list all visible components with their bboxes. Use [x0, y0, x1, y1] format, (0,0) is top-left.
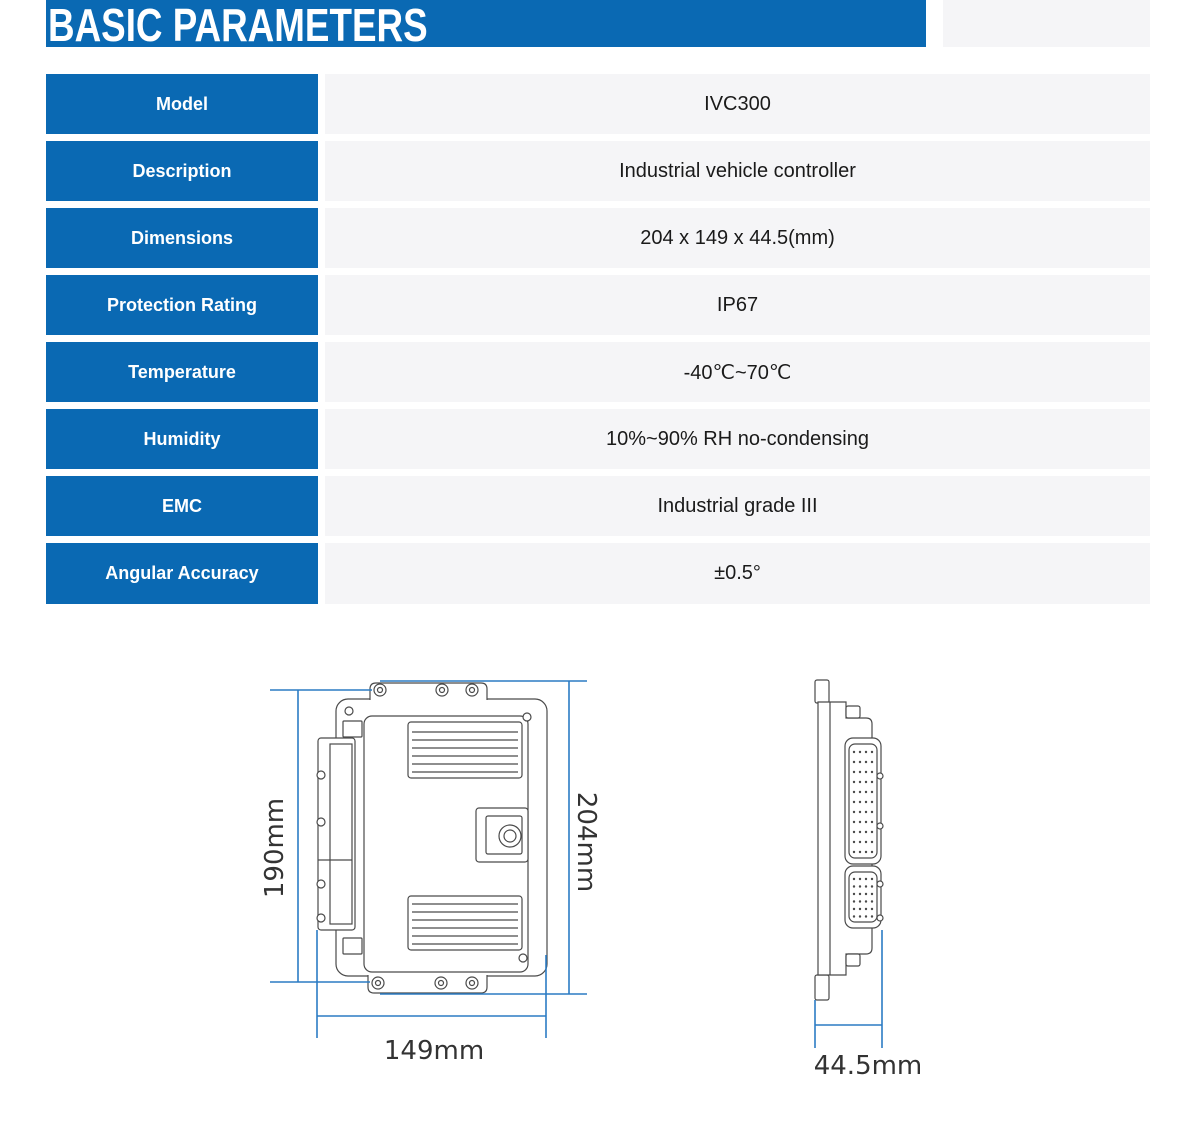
- connector-pin: [853, 908, 855, 910]
- flange-boss: [317, 880, 325, 888]
- connector-pin: [871, 791, 873, 793]
- param-value-protection-rating: IP67: [325, 275, 1150, 335]
- connector-pin: [865, 801, 867, 803]
- connector-pin: [859, 878, 861, 880]
- param-value-model: IVC300: [325, 74, 1150, 134]
- param-label-dimensions: Dimensions: [46, 208, 318, 268]
- connector-pin: [853, 801, 855, 803]
- connector-pin: [853, 831, 855, 833]
- param-row-angular-accuracy: [46, 543, 1150, 604]
- header-side-panel: [943, 0, 1150, 47]
- connector-pin: [859, 771, 861, 773]
- corner-marker: [343, 721, 362, 737]
- connector-flange: [317, 738, 355, 930]
- connector-pin: [871, 831, 873, 833]
- connector-pin: [871, 751, 873, 753]
- connector-pin: [859, 841, 861, 843]
- connector-pin: [865, 771, 867, 773]
- param-row-emc: [46, 476, 1150, 536]
- connector-pin: [865, 851, 867, 853]
- corner-marker: [345, 707, 353, 715]
- connector-shell: [845, 738, 881, 864]
- dimension-label-thickness: 44.5mm: [813, 1051, 923, 1081]
- connector-pin: [859, 761, 861, 763]
- side-tab: [846, 954, 860, 966]
- param-value-angular-accuracy: ±0.5°: [325, 543, 1150, 604]
- connector-pin: [871, 771, 873, 773]
- side-top-ear: [815, 680, 829, 703]
- flange-body: [318, 738, 355, 930]
- aux-connector: [845, 866, 881, 928]
- connector-pin: [871, 821, 873, 823]
- connector-pin: [853, 791, 855, 793]
- dimension-label-overall-height: 204mm: [571, 791, 601, 893]
- connector-pin: [871, 841, 873, 843]
- connector-pin: [859, 791, 861, 793]
- connector-pin: [865, 821, 867, 823]
- mounting-hole-inner: [470, 981, 475, 986]
- connector-pin: [865, 781, 867, 783]
- flange-boss: [317, 771, 325, 779]
- mounting-hole-inner: [470, 688, 475, 693]
- connector-shell: [845, 866, 881, 928]
- param-row-model: [46, 74, 1150, 134]
- parameters-table: [46, 74, 1150, 604]
- connector-pin: [853, 878, 855, 880]
- connector-pin: [871, 885, 873, 887]
- latch-boss: [877, 915, 883, 921]
- connector-pin: [853, 851, 855, 853]
- connector-pin: [865, 811, 867, 813]
- param-row-protection-rating: [46, 275, 1150, 335]
- connector-pin: [871, 811, 873, 813]
- connector-pin: [859, 751, 861, 753]
- connector-pin: [871, 893, 873, 895]
- connector-pin: [865, 893, 867, 895]
- connector-pin: [859, 801, 861, 803]
- connector-pin: [871, 878, 873, 880]
- side-tab: [846, 706, 860, 718]
- side-bottom-ear: [815, 975, 829, 1000]
- latch-boss: [877, 881, 883, 887]
- param-value-humidity: 10%~90% RH no-condensing: [325, 409, 1150, 469]
- param-value-temperature: -40℃~70℃: [325, 342, 1150, 402]
- connector-pin: [853, 751, 855, 753]
- connector-pin: [871, 908, 873, 910]
- connector-pin: [859, 915, 861, 917]
- connector-pin: [871, 761, 873, 763]
- connector-pin: [865, 885, 867, 887]
- connector-pin: [853, 885, 855, 887]
- param-value-emc: Industrial grade III: [325, 476, 1150, 536]
- corner-marker: [523, 713, 531, 721]
- connector-pin: [853, 821, 855, 823]
- connector-pin: [871, 781, 873, 783]
- connector-pin: [853, 915, 855, 917]
- connector-pin: [859, 811, 861, 813]
- connector-pin: [859, 851, 861, 853]
- param-value-description: Industrial vehicle controller: [325, 141, 1150, 201]
- connector-pin: [865, 791, 867, 793]
- mounting-hole-inner: [376, 981, 381, 986]
- connector-pin: [859, 781, 861, 783]
- front-view: [317, 683, 547, 993]
- connector-pin: [859, 893, 861, 895]
- connector-pin: [865, 831, 867, 833]
- connector-pin: [853, 781, 855, 783]
- latch-boss: [877, 773, 883, 779]
- connector-pin: [859, 908, 861, 910]
- connector-pin: [865, 751, 867, 753]
- connector-pin: [853, 811, 855, 813]
- connector-pin: [871, 900, 873, 902]
- param-label-humidity: Humidity: [46, 409, 318, 469]
- connector-pin: [865, 908, 867, 910]
- connector-pin: [853, 841, 855, 843]
- param-label-protection-rating: Protection Rating: [46, 275, 318, 335]
- section-title: BASIC PARAMETERS: [48, 0, 428, 47]
- connector-pin: [859, 821, 861, 823]
- latch-boss: [877, 823, 883, 829]
- corner-marker: [519, 954, 527, 962]
- connector-pin: [871, 851, 873, 853]
- mounting-hole-inner: [440, 688, 445, 693]
- param-value-dimensions: 204 x 149 x 44.5(mm): [325, 208, 1150, 268]
- connector-pin: [865, 915, 867, 917]
- connector-pin: [865, 761, 867, 763]
- connector-pin: [853, 761, 855, 763]
- connector-pin: [859, 885, 861, 887]
- connector-pin: [865, 841, 867, 843]
- mounting-hole-inner: [378, 688, 383, 693]
- param-label-angular-accuracy: Angular Accuracy: [46, 543, 318, 604]
- mounting-hole-inner: [439, 981, 444, 986]
- side-view: [815, 680, 883, 1000]
- connector-pin: [853, 893, 855, 895]
- connector-pin: [853, 900, 855, 902]
- param-row-dimensions: [46, 208, 1150, 268]
- connector-pin: [865, 878, 867, 880]
- connector-pin: [853, 771, 855, 773]
- corner-marker: [343, 938, 362, 954]
- flange-boss: [317, 818, 325, 826]
- flange-boss: [317, 914, 325, 922]
- param-row-description: [46, 141, 1150, 201]
- param-label-model: Model: [46, 74, 318, 134]
- connector-pin: [871, 801, 873, 803]
- connector-pin: [871, 915, 873, 917]
- main-connector: [845, 738, 881, 864]
- dimension-label-width: 149mm: [383, 1036, 485, 1066]
- param-row-temperature: [46, 342, 1150, 402]
- center-boss: [476, 808, 528, 862]
- dimension-drawing: [0, 640, 1200, 1134]
- param-label-temperature: Temperature: [46, 342, 318, 402]
- param-label-description: Description: [46, 141, 318, 201]
- param-label-emc: EMC: [46, 476, 318, 536]
- dimension-label-height: 190mm: [260, 797, 290, 899]
- boss-hole: [504, 830, 516, 842]
- section-header: [46, 0, 926, 47]
- param-row-humidity: [46, 409, 1150, 469]
- connector-pin: [859, 900, 861, 902]
- connector-pin: [865, 900, 867, 902]
- connector-pin: [859, 831, 861, 833]
